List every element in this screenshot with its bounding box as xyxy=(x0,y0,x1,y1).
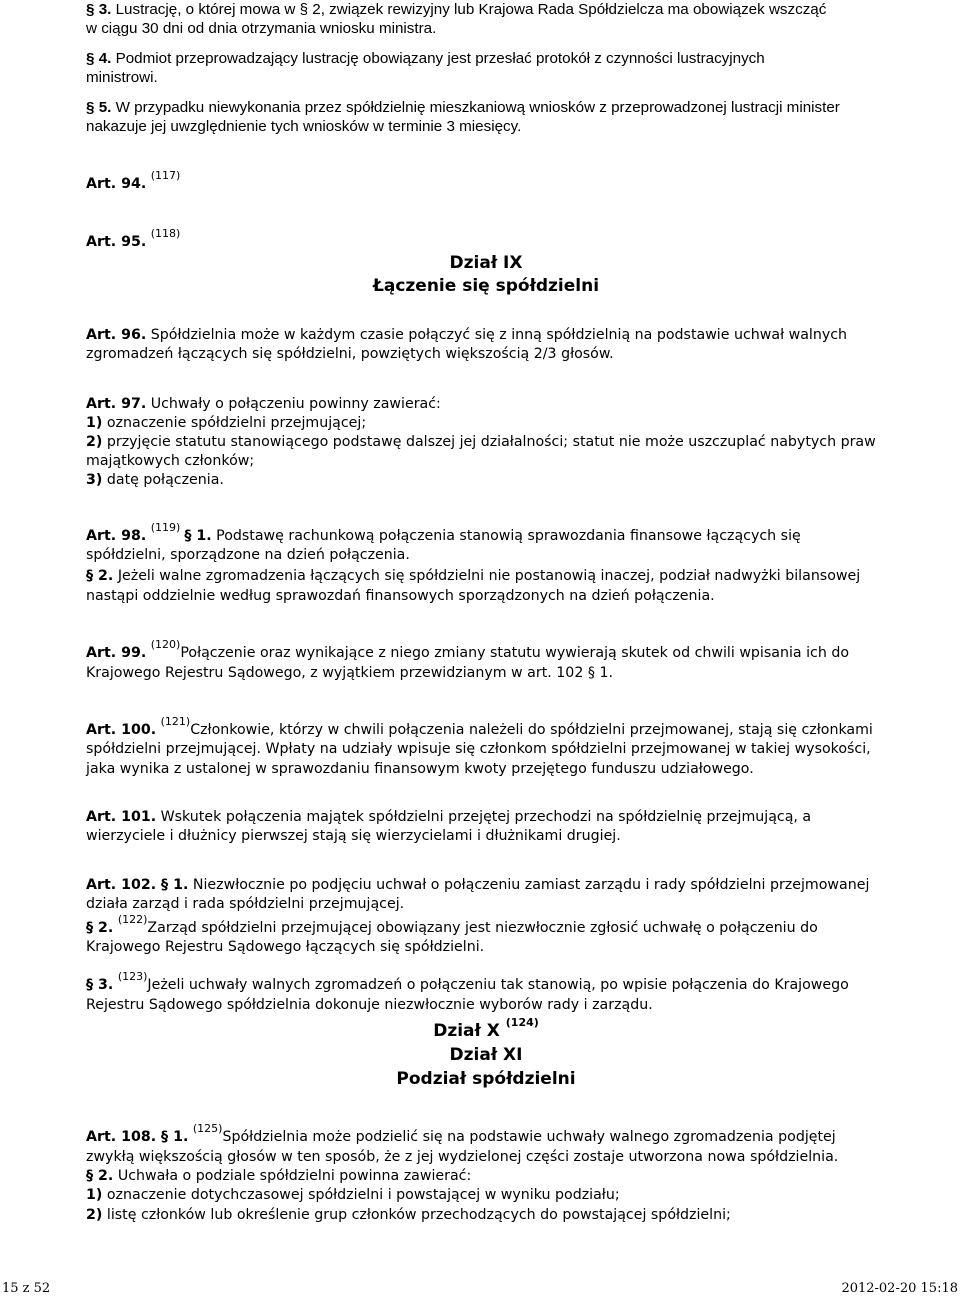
para-5-line-2: nakazuje jej uwzględnienie tych wniosków w terminie 3 miesięcy. xyxy=(86,118,522,135)
art-108-line-3: § 2. Uchwała o podziale spółdzielni powinna zawierać: xyxy=(86,1168,472,1184)
section-title: Dział X $^{(124)}$ xyxy=(433,1016,539,1041)
art-102-line-6: Rejestru Sądowego spółdzielnia dokonuje niezwłocznie wyborów rady i zarządu. xyxy=(86,997,653,1013)
art-98-line-1: Art. 98. $^{(119)}$§ 1. Podstawę rachunkową połączenia stanowią sprawozdania finansowe łączących się xyxy=(86,521,801,544)
art-96-line-1: Art. 96. Spółdzielnia może w każdym czasie połączyć się z inną spółdzielnią na podstawie uchwał walnych xyxy=(86,327,848,343)
footnote-ref: (117) xyxy=(150,169,181,182)
art-96-line-2: zgromadzeń łączących się spółdzielni, powziętych większością 2/3 głosów. xyxy=(86,346,614,362)
art-108-item-1: 1) oznaczenie dotychczasowej spółdzielni i powstającej w wyniku podziału; xyxy=(86,1187,620,1203)
art-97-item-2-cont: majątkowych członków; xyxy=(86,453,255,469)
art-94-heading: Art. 94. $^{(117)}$ xyxy=(86,169,181,192)
art-97-item-1: 1) oznaczenie spółdzielni przejmującej; xyxy=(86,415,367,431)
para-4-line-2: ministrowi. xyxy=(86,69,158,86)
section-subtitle: Podział spółdzielni xyxy=(396,1069,576,1089)
section-subtitle: Łączenie się spółdzielni xyxy=(372,276,600,296)
art-102-line-2: działa zarząd i rada spółdzielni przejmującej. xyxy=(86,896,405,912)
art-102-line-5: § 3. $^{(123)}$Jeżeli uchwały walnych zgromadzeń o połączeniu tak stanowią, po wpisie połączenia do Krajowego xyxy=(86,970,849,993)
para-3-line-2: w ciągu 30 dni od dnia otrzymania wniosku ministra. xyxy=(86,20,437,37)
para-4-line-1: § 4. Podmiot przeprowadzający lustrację obowiązany jest przesłać protokół z czynności lustracyjnych xyxy=(86,50,765,67)
art-99-line-2: Krajowego Rejestru Sądowego, z wyjątkiem przewidzianym w art. 102 § 1. xyxy=(86,665,614,681)
art-98-line-4: nastąpi oddzielnie według sprawozdań finansowych sporządzonych na dzień połączenia. xyxy=(86,588,715,604)
art-108-line-2: zwykłą większością głosów w ten sposób, że z jej wydzielonej części zostaje utworzona nowa spółdzielnia. xyxy=(86,1149,839,1165)
section-title: Dział XI xyxy=(449,1045,523,1065)
art-97-intro: Art. 97. Uchwały o połączeniu powinny zawierać: xyxy=(86,396,441,412)
art-98-line-3: § 2. Jeżeli walne zgromadzenia łączących się spółdzielni nie postanowią inaczej, podział nadwyżki bilansowej xyxy=(86,568,861,584)
footnote-ref: (118) xyxy=(150,227,181,240)
art-100-line-1: Art. 100. $^{(121)}$Członkowie, którzy w chwili połączenia należeli do spółdzielni przejmowanej, stają się członkami xyxy=(86,715,873,738)
footnote-ref: (122) xyxy=(117,913,148,926)
art-95-heading: Art. 95. $^{(118)}$ xyxy=(86,227,181,250)
art-101-line-1: Art. 101. Wskutek połączenia majątek spółdzielni przejętej przechodzi na spółdzielnię przejmującą, a xyxy=(86,809,812,825)
section-title: Dział IX xyxy=(449,253,523,273)
paragraph-sign: § xyxy=(86,1,95,18)
para-3-line-1: § 3. Lustrację, o której mowa w § 2, związek rewizyjny lub Krajowa Rada Spółdzielcza ma obowiązek wszcząć xyxy=(86,1,827,18)
art-99-line-1: Art. 99. $^{(120)}$Połączenie oraz wynikające z niego zmiany statutu wywierają skutek od chwili wpisania ich do xyxy=(86,638,850,661)
footnote-ref: (121) xyxy=(160,715,191,728)
art-100-line-3: jaka wynika z ustalonej w sprawozdaniu finansowym kwoty przejętego funduszu udziałowego. xyxy=(86,761,754,777)
footnote-ref: (123) xyxy=(117,970,148,983)
page-number: 15 z 52 xyxy=(2,1281,51,1296)
footnote-ref: (125) xyxy=(192,1122,223,1135)
art-102-line-1: Art. 102. § 1. Niezwłocznie po podjęciu uchwał o połączeniu zamiast zarządu i rady spółdzielni przejmowanej xyxy=(86,877,870,893)
footnote-ref: (120) xyxy=(150,638,181,651)
art-97-item-3: 3) datę połączenia. xyxy=(86,472,224,488)
art-100-line-2: spółdzielni przejmującej. Wpłaty na udziały wpisuje się członkom spółdzielni przejmowanej w takiej wysokości, xyxy=(86,741,871,757)
art-101-line-2: wierzyciele i dłużnicy pierwszej stają się wierzycielami i dłużnikami drugiej. xyxy=(86,828,621,844)
art-98-line-2: spółdzielni, sporządzone na dzień połączenia. xyxy=(86,547,410,563)
footnote-ref: (124) xyxy=(505,1016,539,1029)
print-datetime: 2012-02-20 15:18 xyxy=(841,1281,958,1296)
footnote-ref: (119) xyxy=(150,521,181,534)
art-108-line-1: Art. 108. § 1. $^{(125)}$Spółdzielnia może podzielić się na podstawie uchwały walnego zgromadzenia podjętej xyxy=(86,1122,836,1145)
art-102-line-3: § 2. $^{(122)}$Zarząd spółdzielni przejmującej obowiązany jest niezwłocznie zgłosić uchwałę o połączeniu do xyxy=(86,913,818,936)
art-108-item-2: 2) listę członków lub określenie grup członków przechodzących do powstającej spółdzielni; xyxy=(86,1207,731,1223)
art-97-item-2: 2) przyjęcie statutu stanowiącego podstawę dalszej jej działalności; statut nie może uszczuplać nabytych praw xyxy=(86,434,876,450)
para-5-line-1: § 5. W przypadku niewykonania przez spółdzielnię mieszkaniową wniosków z przeprowadzonej lustracji minister xyxy=(86,99,840,116)
art-102-line-4: Krajowego Rejestru Sądowego łączących się spółdzielni. xyxy=(86,939,485,955)
